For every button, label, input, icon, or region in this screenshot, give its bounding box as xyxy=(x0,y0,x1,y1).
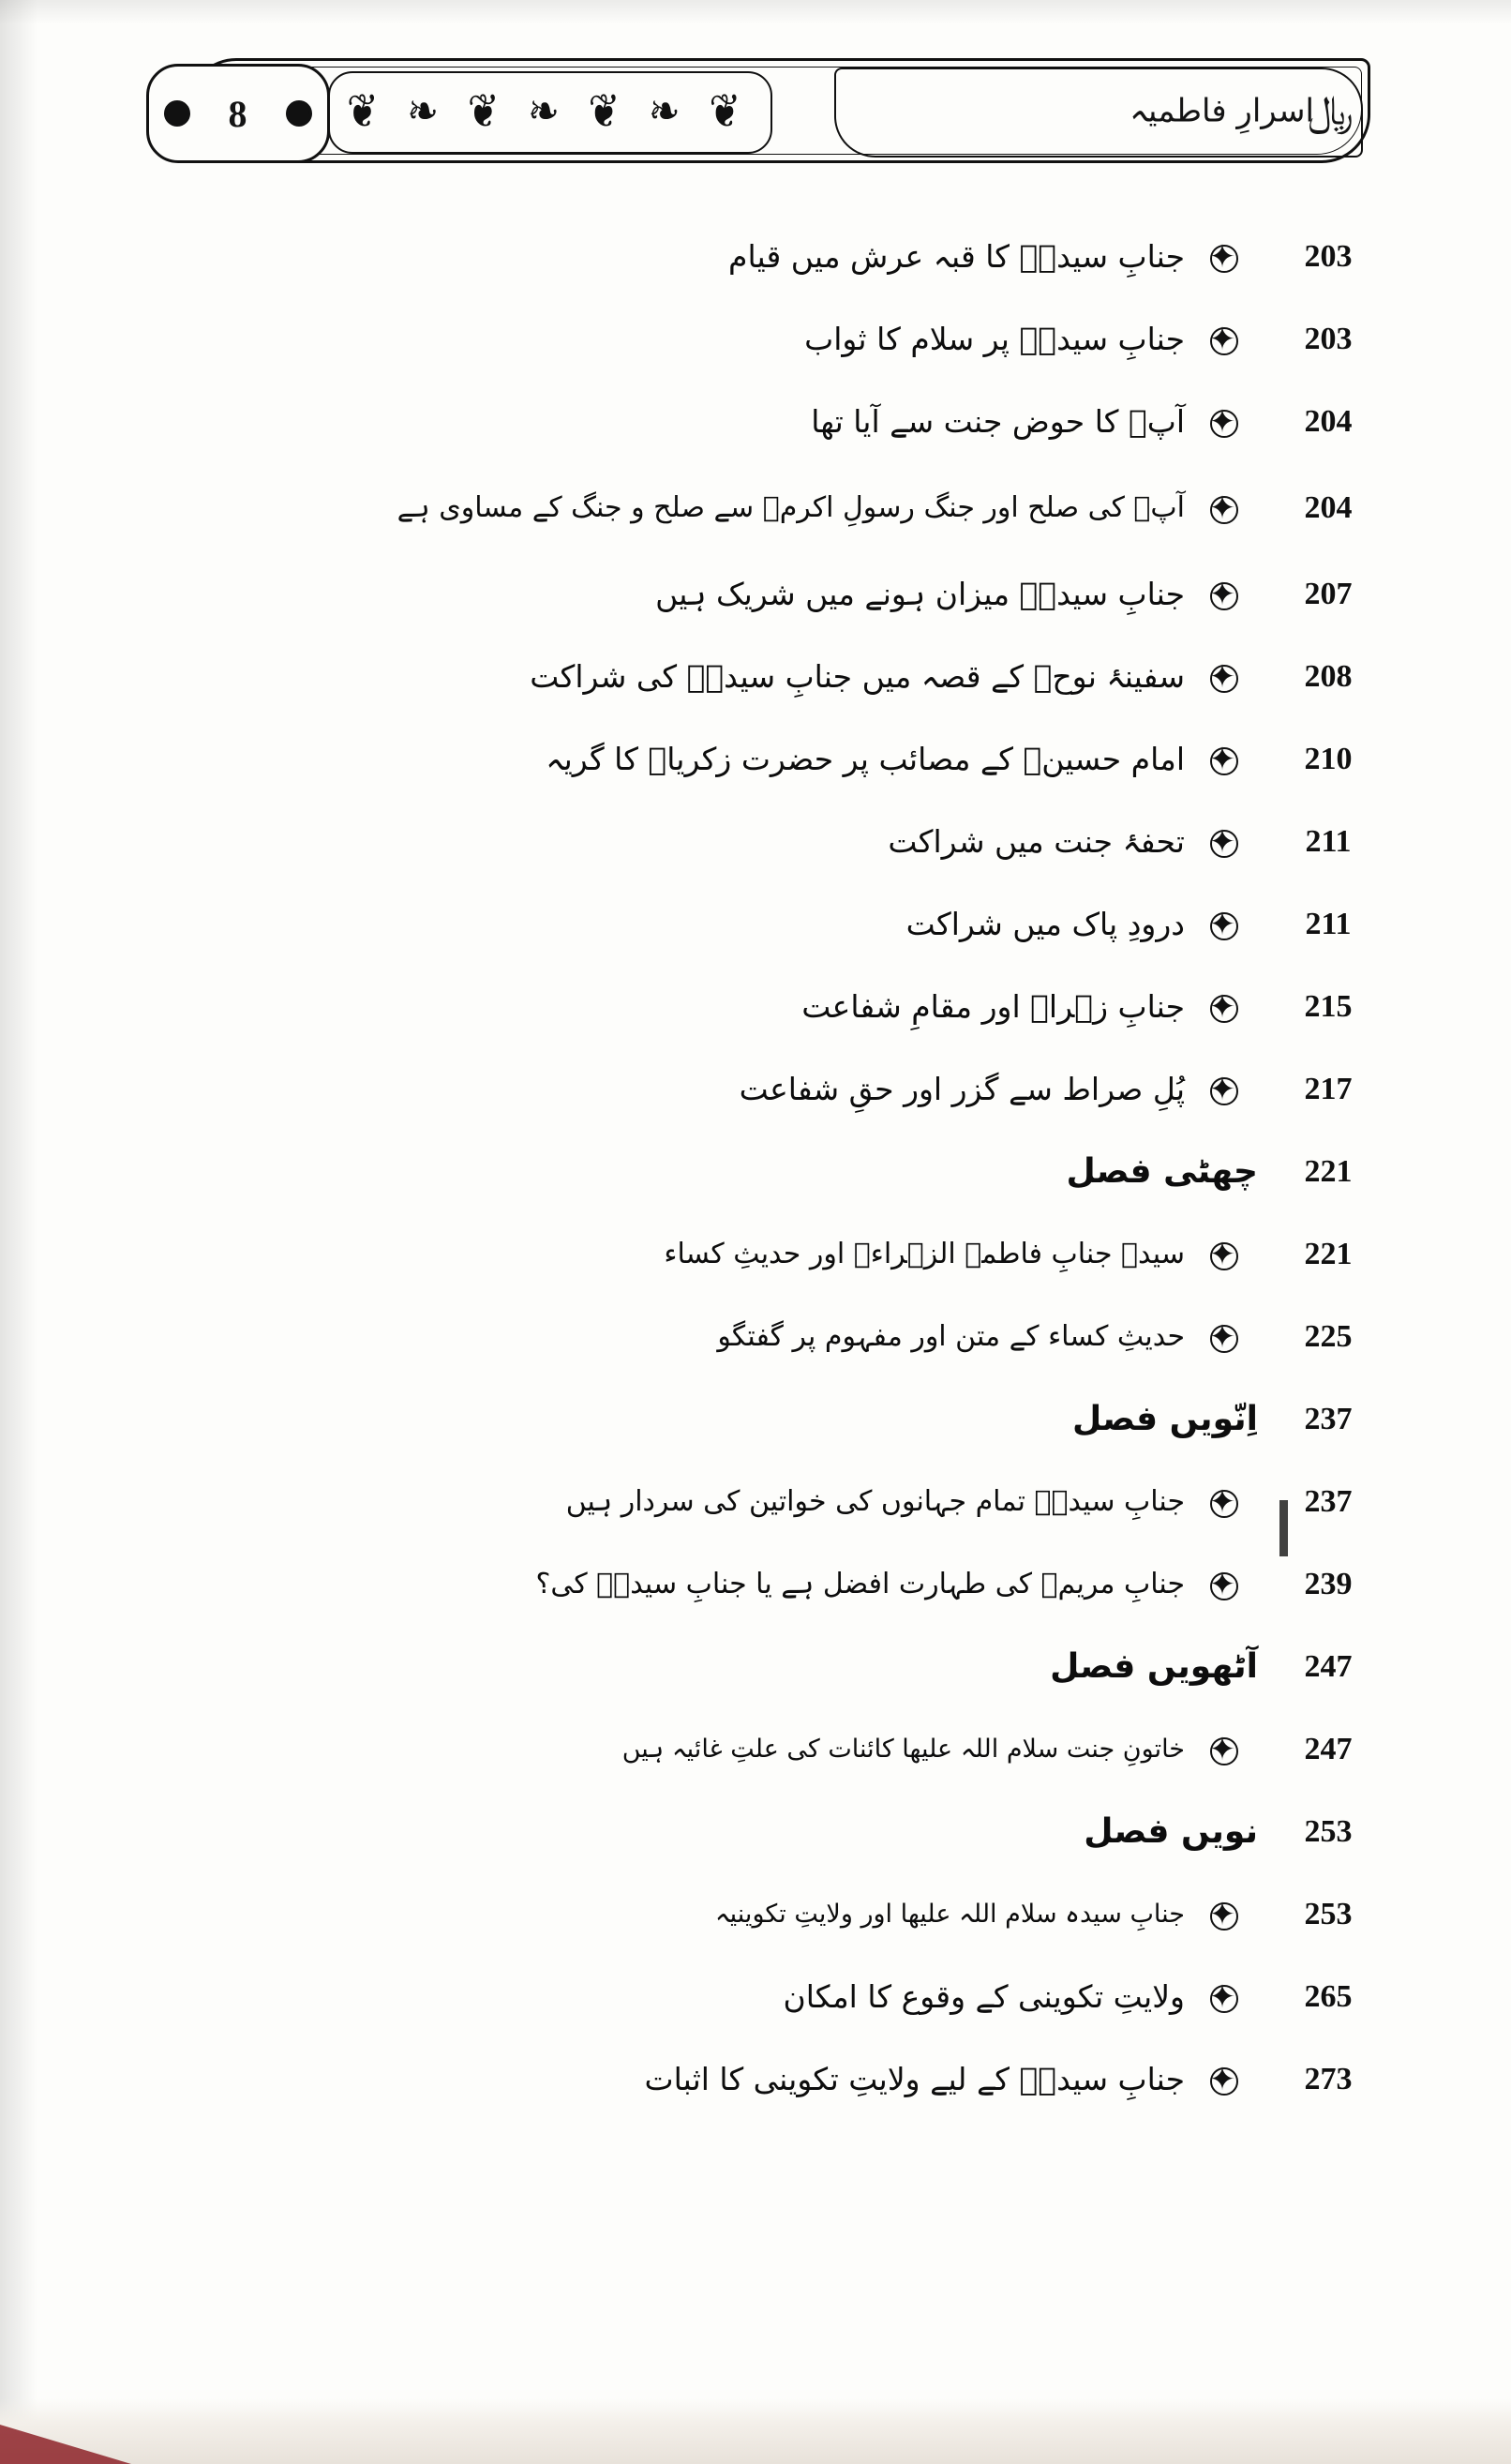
toc-page-number: 217 xyxy=(1304,1072,1353,1106)
toc-page-number: 253 xyxy=(1304,1814,1353,1849)
toc-page-number: 204 xyxy=(1304,490,1353,525)
star-bullet-icon xyxy=(1204,1071,1241,1108)
toc-entry-title: جنابِ مریمؑ کی طہارت افضل ہے یا جنابِ سیدہؑ کی؟ xyxy=(535,1567,1185,1600)
toc-entry-title: سیدہ جنابِ فاطمۃ الزہراءؑ اور حدیثِ کساء xyxy=(664,1237,1185,1270)
toc-section-title: چھٹی فصل xyxy=(1066,1151,1258,1191)
page-number-badge xyxy=(146,64,330,163)
toc-entry-title: تحفۂ جنت میں شراکت xyxy=(888,822,1185,860)
toc-page-number: 215 xyxy=(1304,989,1353,1024)
toc-entry[interactable] xyxy=(141,739,1258,781)
toc-entry-title: جنابِ سیدہؑ تمام جہانوں کی خواتین کی سردار ہیں xyxy=(565,1484,1185,1518)
toc-section-row[interactable] xyxy=(141,1791,1399,1873)
floral-ornament-icon: ❦ xyxy=(709,84,741,139)
toc-page-number: 221 xyxy=(1304,1154,1353,1189)
star-bullet-icon xyxy=(1204,403,1241,441)
toc-page-number: 273 xyxy=(1304,2062,1353,2096)
floral-ornament-icon: ❧ xyxy=(407,84,439,139)
book-title: اسرارِ فاطمیہ xyxy=(1130,92,1314,130)
star-bullet-icon xyxy=(1204,1896,1241,1933)
toc-entry-title: حدیثِ کساء کے متن اور مفہوم پر گفتگو xyxy=(717,1319,1185,1353)
toc-entry[interactable] xyxy=(141,1483,1258,1522)
toc-row[interactable] xyxy=(141,966,1399,1048)
toc-entry-title: آپؑ کی صلح اور جنگ رسولِ اکرمؐ سے صلح و جنگ کے مساوی ہے xyxy=(396,490,1185,524)
star-bullet-icon xyxy=(1204,2061,1241,2098)
page-bottom-shadow xyxy=(0,2398,1511,2464)
toc-entry[interactable] xyxy=(141,656,1258,699)
toc-entry-title: جنابِ سیدہؑ پر سلام کا ثواب xyxy=(804,320,1185,357)
toc-entry[interactable] xyxy=(141,1069,1258,1111)
toc-entry-title: جنابِ سیدہ سلام اللہ علیھا اور ولایتِ تکوینیہ xyxy=(714,1899,1185,1929)
star-bullet-icon xyxy=(1204,1566,1241,1603)
toc-entry[interactable] xyxy=(141,236,1258,278)
toc-entry[interactable] xyxy=(141,2059,1258,2101)
toc-page-number: 211 xyxy=(1305,907,1352,941)
star-bullet-icon xyxy=(1204,988,1241,1026)
book-cover-corner xyxy=(0,2408,131,2464)
toc-page-number: 211 xyxy=(1305,824,1352,859)
star-bullet-icon xyxy=(1204,658,1241,696)
toc-section-title: آٹھویں فصل xyxy=(1050,1646,1258,1686)
star-bullet-icon xyxy=(1204,823,1241,861)
toc-row[interactable] xyxy=(141,1296,1399,1378)
toc-section-row[interactable] xyxy=(141,1378,1399,1461)
toc-section[interactable] xyxy=(141,1645,1258,1690)
toc-entry-title: آپؑ کا حوض جنت سے آیا تھا xyxy=(811,402,1185,440)
toc-row[interactable] xyxy=(141,216,1399,298)
calligraphic-flourish-icon: ﷼ xyxy=(1308,86,1354,135)
toc-entry-title: جنابِ سیدہؑ میزان ہونے میں شریک ہیں xyxy=(655,575,1185,612)
toc-page-number: 221 xyxy=(1304,1237,1353,1271)
star-bullet-icon xyxy=(1204,1731,1241,1768)
toc-row[interactable] xyxy=(141,2038,1399,2121)
binding-mark xyxy=(1279,1500,1288,1556)
star-bullet-icon xyxy=(1204,238,1241,276)
toc-page-number: 204 xyxy=(1304,404,1353,439)
toc-row[interactable] xyxy=(141,381,1399,463)
toc-row[interactable] xyxy=(141,553,1399,636)
star-bullet-icon xyxy=(1204,1236,1241,1273)
toc-entry[interactable] xyxy=(141,1566,1258,1604)
toc-row[interactable] xyxy=(141,1873,1399,1956)
toc-entry[interactable] xyxy=(141,904,1258,946)
toc-page-number: 253 xyxy=(1304,1897,1353,1931)
toc-entry-title: درودِ پاک میں شراکت xyxy=(905,905,1185,942)
toc-entry-title: ولایتِ تکوینی کے وقوع کا امکان xyxy=(783,1977,1185,2015)
toc-entry-title: پُلِ صراط سے گزر اور حقِ شفاعت xyxy=(739,1070,1185,1107)
toc-entry-title: سفینۂ نوحؑ کے قصہ میں جنابِ سیدہؑ کی شراکت xyxy=(530,657,1185,695)
toc-entry[interactable] xyxy=(141,489,1258,528)
toc-page-number: 239 xyxy=(1304,1567,1353,1601)
toc-page-number: 247 xyxy=(1304,1649,1353,1684)
star-bullet-icon xyxy=(1204,1318,1241,1356)
toc-row[interactable] xyxy=(141,1956,1399,2038)
toc-page-number: 203 xyxy=(1304,322,1353,356)
toc-entry-title: جنابِ سیدہؑ کے لیے ولایتِ تکوینی کا اثبات xyxy=(644,2060,1185,2097)
floral-ornament-icon: ❦ xyxy=(347,84,379,139)
toc-entry[interactable] xyxy=(141,574,1258,616)
toc-row[interactable] xyxy=(141,801,1399,883)
floral-ornament-icon: ❧ xyxy=(649,84,681,139)
toc-page-number: 265 xyxy=(1304,1979,1353,2014)
floral-ornament-icon: ❧ xyxy=(528,84,560,139)
toc-entry[interactable] xyxy=(141,1318,1258,1357)
star-bullet-icon xyxy=(1204,321,1241,358)
toc-section-row[interactable] xyxy=(141,1131,1399,1213)
toc-entry[interactable] xyxy=(141,1731,1258,1768)
toc-page-number: 237 xyxy=(1304,1484,1353,1519)
toc-entry[interactable] xyxy=(141,821,1258,864)
toc-entry-title: جنابِ زہراؑ اور مقامِ شفاعت xyxy=(801,987,1185,1025)
floral-ornament-icon: ❦ xyxy=(588,84,621,139)
toc-page-number: 225 xyxy=(1304,1319,1353,1354)
toc-row[interactable] xyxy=(141,1708,1399,1791)
toc-entry-title: خاتونِ جنت سلام اللہ علیھا کائنات کی علتِ غائیہ ہیں xyxy=(621,1734,1185,1764)
toc-entry[interactable] xyxy=(141,319,1258,361)
toc-section-title: اِنّویں فصل xyxy=(1071,1399,1258,1438)
toc-row[interactable] xyxy=(141,636,1399,718)
toc-entry[interactable] xyxy=(141,1236,1258,1274)
header-ornament-strip xyxy=(347,81,741,143)
page-edge-shadow-left xyxy=(0,0,37,2464)
toc-row[interactable] xyxy=(141,718,1399,801)
star-bullet-icon xyxy=(1204,576,1241,613)
toc-row[interactable] xyxy=(141,883,1399,966)
toc-entry[interactable] xyxy=(141,1896,1258,1933)
star-bullet-icon xyxy=(1204,1483,1241,1521)
toc-page-number: 237 xyxy=(1304,1402,1353,1436)
toc-page-number: 207 xyxy=(1304,577,1353,611)
toc-page-number: 247 xyxy=(1304,1732,1353,1766)
toc-row[interactable] xyxy=(141,1461,1399,1543)
toc-page-number: 210 xyxy=(1304,742,1353,776)
toc-entry-title: امام حسینؑ کے مصائب پر حضرت زکریاؑ کا گریہ xyxy=(546,740,1185,777)
toc-entry[interactable] xyxy=(141,401,1258,443)
toc-section[interactable] xyxy=(141,1810,1258,1856)
table-of-contents xyxy=(141,216,1399,2351)
toc-section[interactable] xyxy=(141,1397,1258,1443)
floral-ornament-icon: ❦ xyxy=(467,84,500,139)
star-bullet-icon xyxy=(1204,1978,1241,2016)
toc-row[interactable] xyxy=(141,1543,1399,1626)
star-bullet-icon xyxy=(1204,489,1241,527)
star-bullet-icon xyxy=(1204,906,1241,943)
toc-section-title: نویں فصل xyxy=(1084,1811,1258,1851)
toc-page-number: 203 xyxy=(1304,239,1353,274)
page-number: 8 xyxy=(228,92,248,135)
toc-row[interactable] xyxy=(141,463,1399,553)
toc-row[interactable] xyxy=(141,1213,1399,1296)
toc-section[interactable] xyxy=(141,1149,1258,1195)
page-header xyxy=(187,58,1370,163)
toc-page-number: 208 xyxy=(1304,659,1353,694)
page-edge-shadow-top xyxy=(0,0,1511,24)
toc-entry[interactable] xyxy=(141,986,1258,1029)
toc-row[interactable] xyxy=(141,298,1399,381)
toc-entry[interactable] xyxy=(141,1976,1258,2019)
toc-entry-title: جنابِ سیدہؑ کا قبہ عرش میں قیام xyxy=(728,237,1185,275)
star-bullet-icon xyxy=(1204,741,1241,778)
toc-row[interactable] xyxy=(141,1048,1399,1131)
toc-section-row[interactable] xyxy=(141,1626,1399,1708)
